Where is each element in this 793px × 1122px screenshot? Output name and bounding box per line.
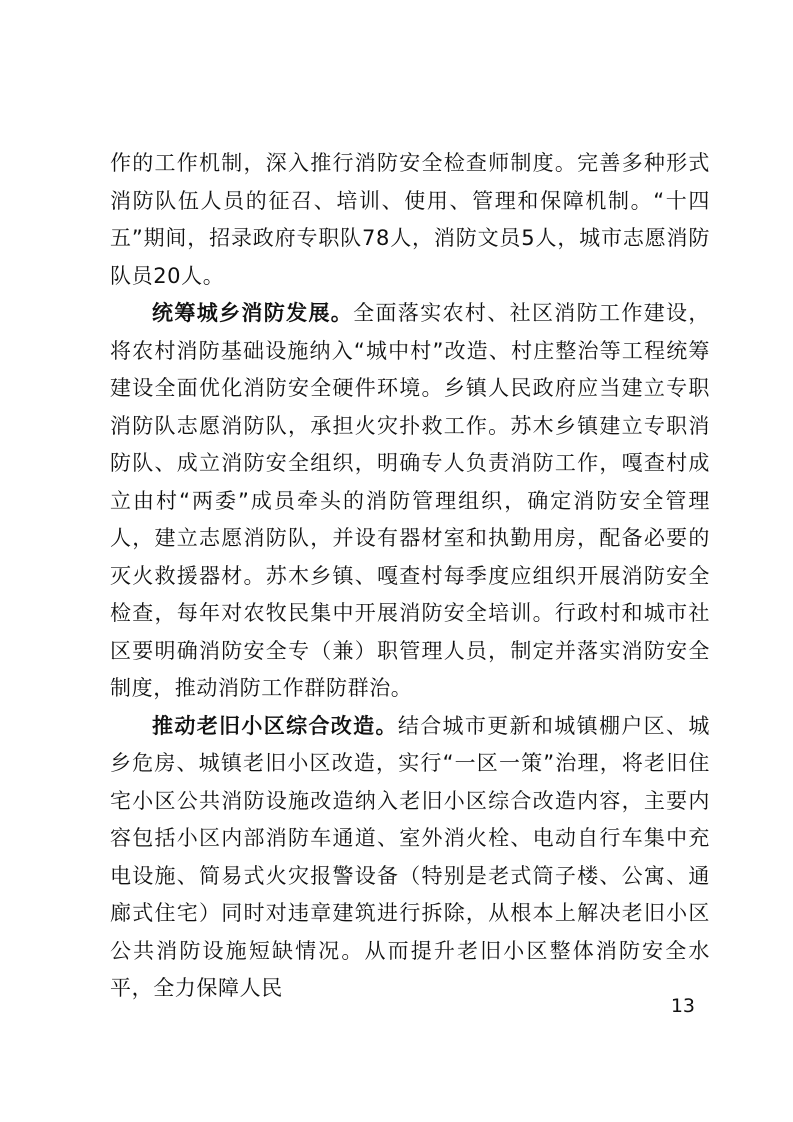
paragraph-3 <box>110 708 710 1008</box>
document-body <box>110 145 710 1008</box>
paragraph-1 <box>110 145 710 295</box>
paragraph-2-text: 全面落实农村、社区消防工作建设，将农村消防基础设施纳入“城中村”改造、村庄整治等工程统筹建设全面优化消防安全硬件环境。乡镇人民政府应当建立专职消防队志愿消防队，承担火灾扑救工作。苏木乡镇建立专职消防队、成立消防安全组织，明确专人负责消防工作，嘎查村成立由村“两委”成员牵头的消防管理组织，确定消防安全管理人，建立志愿消防队，并设有器材室和执勤用房，配备必要的灭火救援器材。苏木乡镇、嘎查村每季度应组织开展消防安全检查，每年对农牧民集中开展消防安全培训。行政村和城市社区要明确消防安全专（兼）职管理人员，制定并落实消防安全制度，推动消防工作群防群治。 <box>110 301 710 700</box>
paragraph-3-lead: 推动老旧小区综合改造。 <box>152 713 398 738</box>
paragraph-3-text: 结合城市更新和城镇棚户区、城乡危房、城镇老旧小区改造，实行“一区一策”治理，将老旧住宅小区公共消防设施改造纳入老旧小区综合改造内容，主要内容包括小区内部消防车通道、室外消火栓、电动自行车集中充电设施、简易式火灾报警设备（特别是老式筒子楼、公寓、通廊式住宅）同时对违章建筑进行拆除，从根本上解决老旧小区公共消防设施短缺情况。从而提升老旧小区整体消防安全水平，全力保障人民 <box>110 713 710 1000</box>
paragraph-2-lead: 统筹城乡消防发展。 <box>152 301 354 325</box>
page-number: 13 <box>670 995 695 1017</box>
paragraph-2 <box>110 295 710 708</box>
paragraph-1-text: 作的工作机制，深入推行消防安全检查师制度。完善多种形式消防队伍人员的征召、培训、使用、管理和保障机制。“十四五”期间，招录政府专职队78人，消防文员5人，城市志愿消防队员20人。 <box>110 151 710 288</box>
